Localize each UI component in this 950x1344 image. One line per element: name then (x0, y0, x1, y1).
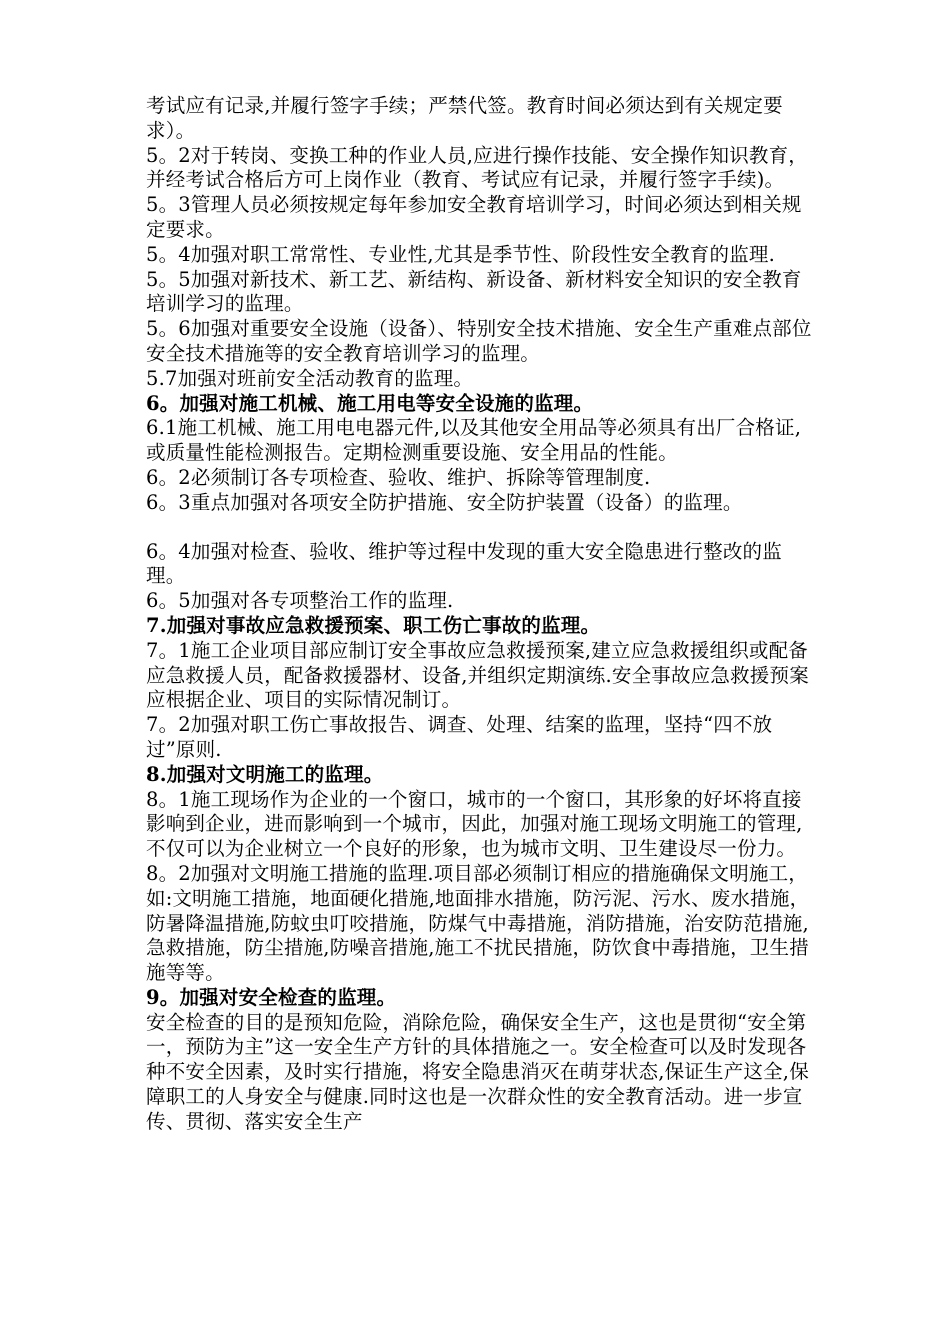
paragraph-7-1: 7。1施工企业项目部应制订安全事故应急救援预案,建立应急救援组织或配备应急救援人员，配备救援器材、设备,并组织定期演练.安全事故应急救援预案应根据企业、项目的实际情况制订。 (146, 638, 809, 712)
paragraph-5-4: 5。4加强对职工常常性、专业性,尤其是季节性、阶段性安全教育的监理. (146, 242, 776, 266)
paragraph-7-2: 7。2加强对职工伤亡事故报告、调查、处理、结案的监理，坚持“四不放过”原则. (146, 713, 773, 761)
paragraph-6-4: 6。4加强对检查、验收、维护等过程中发现的重大安全隐患进行整改的监理。 (146, 539, 782, 588)
paragraph-9-intro: 安全检查的目的是预知危险，消除危险，确保安全生产，这也是贯彻“安全第一，预防为主”这一安全生产方针的具体措施之一。安全检查可以及时发现各种不安全因素，及时实行措施，将安全隐患消灭在萌芽状态,保证生产这全,保障职工的人身安全与健康.同时这也是一次群众性的安全教育活动。进一步宣传、贯彻、落实安全生产 (146, 1010, 809, 1133)
paragraph-5-6: 5。6加强对重要安全设施（设备）、特别安全技术措施、安全生产重难点部位安全技术措施等的安全教育培训学习的监理。 (146, 317, 812, 365)
paragraph-5-3: 5。3管理人员必须按规定每年参加安全教育培训学习，时间必须达到相关规定要求。 (146, 193, 802, 241)
paragraph-6-1: 6.1施工机械、施工用电电器元件,以及其他安全用品等必须具有出厂合格证,或质量性能检测报告。定期检测重要设施、安全用品的性能。 (146, 416, 802, 465)
paragraph-5-5: 5。5加强对新技术、新工艺、新结构、新设备、新材料安全知识的安全教育培训学习的监理。 (146, 267, 802, 316)
section-heading-7: 7.加强对事故应急救援预案、职工伤亡事故的监理。 (146, 613, 601, 637)
paragraph-8-1: 8。1施工现场作为企业的一个窗口，城市的一个窗口，其形象的好坏将直接影响到企业，进而影响到一个城市，因此，加强对施工现场文明施工的管理,不仅可以为企业树立一个良好的形象，也为城市文明、卫生建设尽一份力。 (146, 787, 803, 861)
paragraph-6-3: 6。3重点加强对各项安全防护措施、安全防护装置（设备）的监理。 (146, 490, 743, 514)
section-heading-6: 6。加强对施工机械、施工用电等安全设施的监理。 (146, 391, 594, 415)
paragraph-gap (146, 516, 816, 540)
paragraph-6-2: 6。2必须制订各专项检查、验收、维护、拆除等管理制度. (146, 465, 651, 489)
document-page (146, 94, 816, 1135)
paragraph-6-5: 6。5加强对各专项整治工作的监理. (146, 589, 454, 613)
paragraph-exam-records: 考试应有记录,并履行签字手续；严禁代签。教育时间必须达到有关规定要求）。 (146, 94, 783, 142)
paragraph-8-2: 8。2加强对文明施工措施的监理.项目部必须制订相应的措施确保文明施工，如:文明施工措施，地面硬化措施,地面排水措施，防污泥、污水、废水措施，防暑降温措施,防蚊虫叮咬措施，防煤气中毒措施，消防措施，治安防范措施,急救措施，防尘措施,防噪音措施,施工不扰民措施，防饮食中毒措施，卫生措施等等。 (146, 861, 810, 985)
paragraph-5-7: 5.7加强对班前安全活动教育的监理。 (146, 366, 474, 390)
section-heading-9: 9。加强对安全检查的监理。 (146, 985, 397, 1009)
paragraph-5-2: 5。2对于转岗、变换工种的作业人员,应进行操作技能、安全操作知识教育，并经考试合格后方可上岗作业（教育、考试应有记录，并履行签字手续)。 (146, 143, 809, 192)
section-heading-8: 8.加强对文明施工的监理。 (146, 762, 384, 786)
